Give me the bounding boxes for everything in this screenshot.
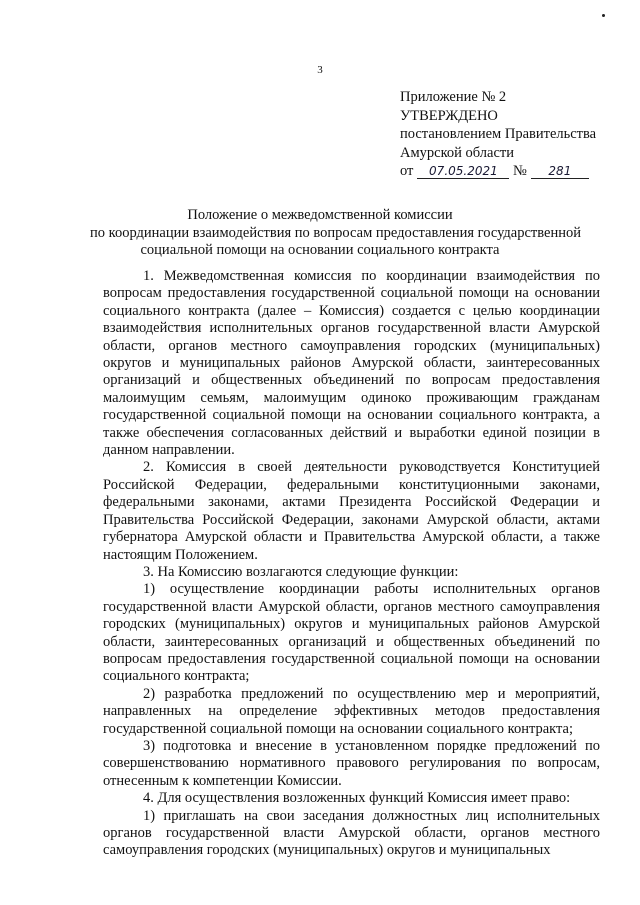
date-prefix: от xyxy=(400,163,414,179)
appendix-number: Приложение № 2 xyxy=(400,89,507,105)
paragraph-3-item-1: 1) осуществление координации работы исполнительных органов государственной власти Амурской области, органов местного самоуправления городских (муниципальных) округов и муниципальных районов Амурской области, заинтересованных организаций и общественных объединений по вопросам предоставления государственной социальной помощи на основании социального контракта; xyxy=(103,581,600,685)
approved-label: УТВЕРЖДЕНО xyxy=(400,107,498,124)
approved-by-line: постановлением Правительства xyxy=(400,126,597,142)
region-line: Амурской области xyxy=(400,144,514,161)
paragraph-2: 2. Комиссия в своей деятельности руководствуется Конституцией Российской Федерации, федеральными конституционными законами, федеральными законами, актами Президента Российской Федерации и Правительства Российской Федерации, законами Амурской области, актами губернатора Амурской области и Правительства Амурской области, а также настоящим Положением. xyxy=(103,459,600,563)
title-line-2: по координации взаимодействия по вопросам предоставления государственной xyxy=(90,224,581,241)
page-number: 3 xyxy=(317,64,323,76)
appendix-block xyxy=(400,88,596,181)
number-prefix: № xyxy=(513,163,527,179)
document-title xyxy=(90,207,581,260)
paragraph-3-item-2: 2) разработка предложений по осуществлению мер и мероприятий, направленных на определение эффективных методов предоставления государственной социальной помощи на основании социального контракта; xyxy=(103,685,600,737)
date-number-line xyxy=(400,162,596,181)
title-line-3: социальной помощи на основании социального контракта xyxy=(140,242,500,258)
document-body xyxy=(103,268,600,860)
paragraph-1: 1. Межведомственная комиссия по координации взаимодействия по вопросам предоставления государственной социальной помощи на основании социального контракта (далее – Комиссия) создается с целью координации взаимодействия исполнительных органов государственной власти Амурской области, органов местного самоуправления городских (муниципальных) округов и муниципальных районов Амурской области, заинтересованных организаций и общественных объединений по вопросам предоставления малоимущим семьям, малоимущим одиноко проживающим гражданам государственной социальной помощи на основании социального контракта, а также обеспечения согласованных действий и выработки единой позиции в данном направлении. xyxy=(103,268,600,459)
paragraph-4-item-1: 1) приглашать на свои заседания должностных лиц исполнительных органов государственной власти Амурской области, органов местного самоуправления городских (муниципальных) округов и муниципальных xyxy=(103,807,600,859)
handwritten-date: 07.05.2021 xyxy=(417,164,509,179)
scan-mark xyxy=(602,14,605,17)
paragraph-4: 4. Для осуществления возложенных функций Комиссия имеет право: xyxy=(143,790,571,807)
handwritten-number: 281 xyxy=(531,164,589,179)
paragraph-3-item-3: 3) подготовка и внесение в установленном порядке предложений по совершенствованию нормативного правового регулирования по вопросам, отнесенным к компетенции Комиссии. xyxy=(103,737,600,789)
paragraph-3: 3. На Комиссию возлагаются следующие функции: xyxy=(143,563,459,580)
title-line-1: Положение о межведомственной комиссии xyxy=(187,207,453,223)
